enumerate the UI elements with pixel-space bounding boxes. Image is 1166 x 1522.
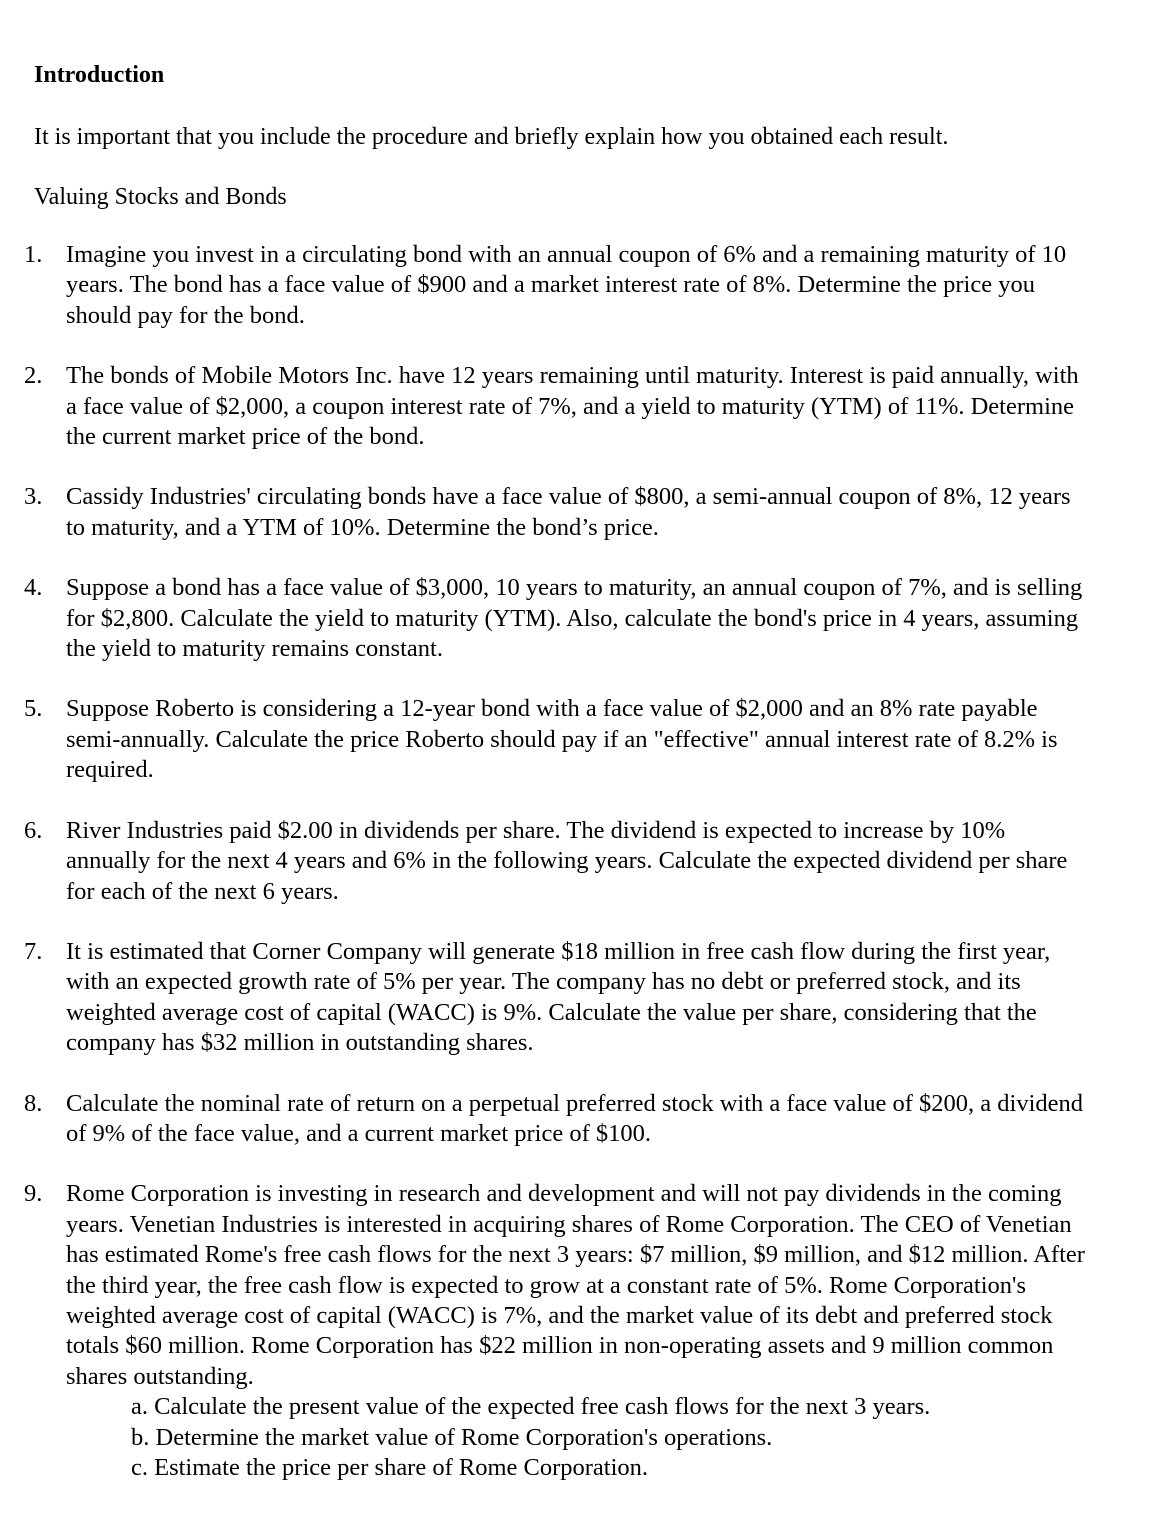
- question-item-6: [0, 816, 1166, 907]
- question-text: Rome Corporation is investing in research and development and will not pay dividends in the coming years. Venetian Industries is interested in acquiring shares of Rome Corporation. The CEO of Venetian has estimated Rome's free cash flows for the next 3 years: $7 million, $9 million, and $12 million. After the third year, the free cash flow is expected to grow at a constant rate of 5%. Rome Corporation's weighted average cost of capital (WACC) is 7%, and the market value of its debt and preferred stock totals $60 million. Rome Corporation has $22 million in non-operating assets and 9 million common shares outstanding.: [66, 1180, 1085, 1390]
- sub-item-c: c. Estimate the price per share of Rome Corporation.: [131, 1454, 649, 1481]
- question-item-1: [0, 240, 1166, 331]
- question-number: 7.: [24, 937, 43, 965]
- question-text: Cassidy Industries' circulating bonds have a face value of $800, a semi-annual coupon of 8%, 12 years to maturity, and a YTM of 10%. Determine the bond’s price.: [66, 483, 1071, 541]
- question-text: The bonds of Mobile Motors Inc. have 12 years remaining until maturity. Interest is paid annually, with a face value of $2,000, a coupon interest rate of 7%, and a yield to maturity (YTM) of 11%. Determine the current market price of the bond.: [66, 362, 1079, 451]
- question-number: 6.: [24, 816, 43, 844]
- document-heading: Introduction: [34, 62, 165, 88]
- question-item-7: [0, 937, 1166, 1059]
- question-number: 5.: [24, 695, 43, 723]
- sub-item-b: b. Determine the market value of Rome Corporation's operations.: [131, 1423, 773, 1451]
- question-number: 2.: [24, 362, 43, 390]
- question-text: It is estimated that Corner Company will generate $18 million in free cash flow during the first year, with an expected growth rate of 5% per year. The company has no debt or preferred stock, and its weighted average cost of capital (WACC) is 9%. Calculate the value per share, considering that the company has $32 million in outstanding shares.: [66, 937, 1051, 1057]
- question-number: 1.: [24, 241, 43, 268]
- question-text: River Industries paid $2.00 in dividends per share. The dividend is expected to increase by 10% annually for the next 4 years and 6% in the following years. Calculate the expected dividend per share for each of the next 6 years.: [66, 816, 1068, 905]
- question-number: 4.: [24, 574, 43, 602]
- question-item-5: [0, 694, 1166, 785]
- section-title: Valuing Stocks and Bonds: [34, 184, 287, 210]
- question-item-3: [0, 482, 1166, 543]
- question-text: Suppose Roberto is considering a 12-year bond with a face value of $2,000 and an 8% rate payable semi-annually. Calculate the price Roberto should pay if an "effective" annual interest rate of 8.2% is required.: [66, 695, 1058, 784]
- intro-paragraph: It is important that you include the procedure and briefly explain how you obtained each result.: [34, 124, 949, 150]
- question-number: 8.: [24, 1089, 43, 1117]
- question-number: 3.: [24, 483, 43, 511]
- question-text: Imagine you invest in a circulating bond with an annual coupon of 6% and a remaining maturity of 10 years. The bond has a face value of $900 and a market interest rate of 8%. Determine the price you should pay for the bond.: [66, 241, 1067, 329]
- sub-item-a: a. Calculate the present value of the expected free cash flows for the next 3 years.: [131, 1393, 931, 1421]
- question-item-8: [0, 1089, 1166, 1150]
- question-item-9: [0, 1179, 1166, 1392]
- question-text: Calculate the nominal rate of return on a perpetual preferred stock with a face value of $200, a dividend of 9% of the face value, and a current market price of $100.: [66, 1089, 1084, 1147]
- question-item-2: [0, 361, 1166, 452]
- question-list: [0, 240, 1166, 1483]
- question-number: 9.: [24, 1180, 43, 1208]
- question-item-4: [0, 573, 1166, 664]
- question-text: Suppose a bond has a face value of $3,000, 10 years to maturity, an annual coupon of 7%, and is selling for $2,800. Calculate the yield to maturity (YTM). Also, calculate the bond's price in 4 years, assuming the yield to maturity remains constant.: [66, 574, 1083, 663]
